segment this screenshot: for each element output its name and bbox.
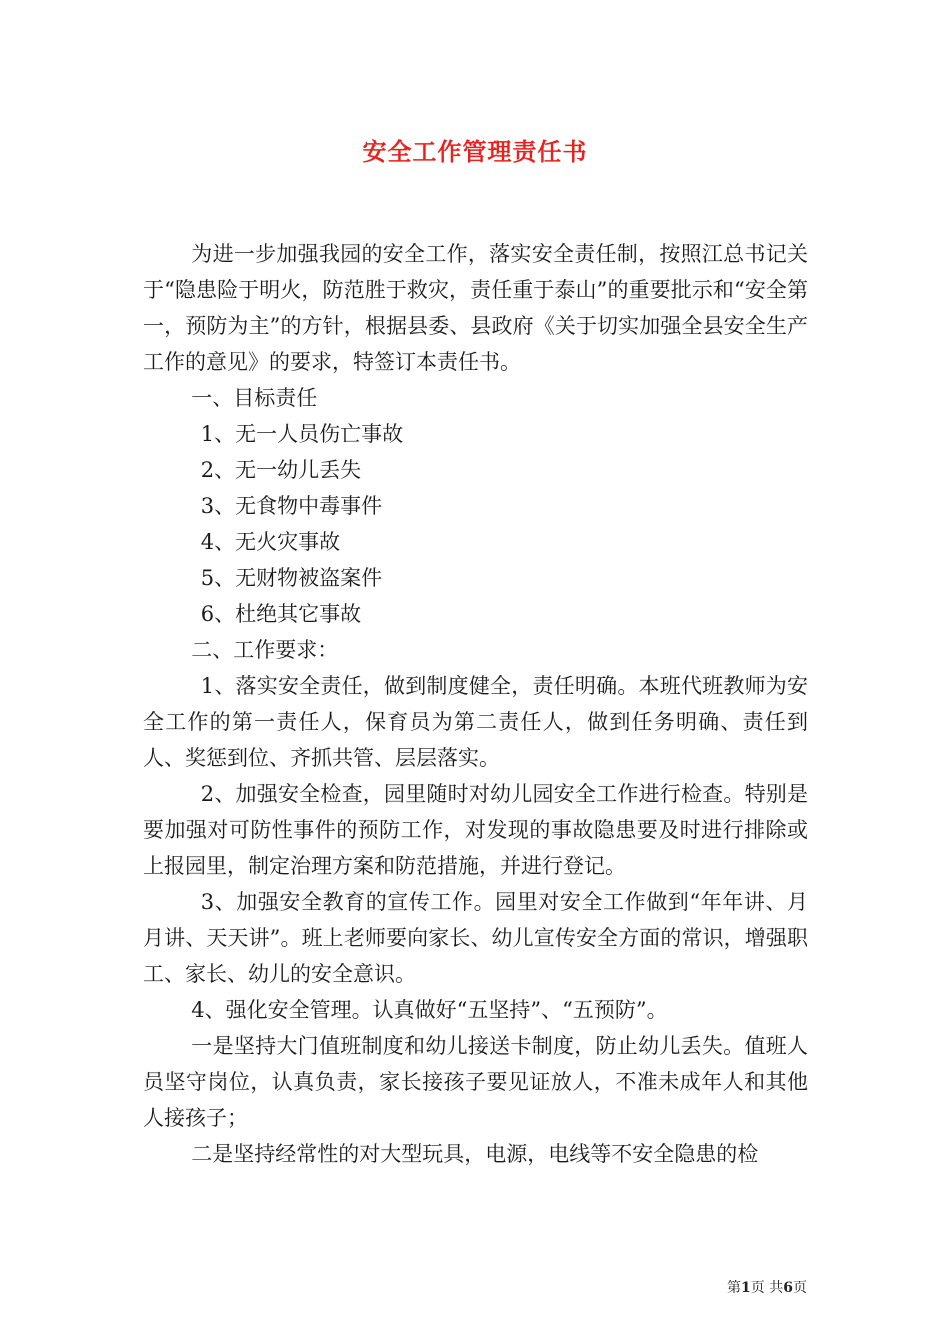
footer-middle: 页 共 [750,1280,784,1296]
section-heading-goals: 一、目标责任 [191,386,318,410]
document-body [143,236,808,1172]
document-title: 安全工作管理责任书 [362,137,588,166]
goal-item: 6、杜绝其它事故 [200,602,362,626]
requirement-paragraph: 二是坚持经常性的对大型玩具，电源，电线等不安全隐患的检 [191,1142,759,1166]
footer-suffix: 页 [793,1280,807,1296]
requirement-paragraph: 1、落实安全责任，做到制度健全，责任明确。本班代班教师为安全工作的第一责任人，保育员为第二责任人，做到任务明确、责任到人、奖惩到位、齐抓共管、层层落实。 [143,674,808,770]
requirement-paragraph: 4、强化安全管理。认真做好“五坚持”、“五预防”。 [191,998,668,1022]
goal-item: 4、无火灾事故 [200,530,341,554]
footer-total-pages: 6 [783,1280,793,1296]
section-heading-requirements: 二、工作要求： [191,638,339,662]
goal-item: 3、无食物中毒事件 [200,494,383,518]
footer-prefix: 第 [727,1280,742,1296]
goal-item: 5、无财物被盗案件 [200,566,383,590]
requirement-paragraph: 3、加强安全教育的宣传工作。园里对安全工作做到“年年讲、月月讲、天天讲”。班上老师要向家长、幼儿宣传安全方面的常识，增强职工、家长、幼儿的安全意识。 [143,890,808,986]
requirement-paragraph: 2、加强安全检查，园里随时对幼儿园安全工作进行检查。特别是要加强对可防性事件的预防工作，对发现的事故隐患要及时进行排除或上报园里，制定治理方案和防范措施，并进行登记。 [143,782,808,878]
footer-current-page: 1 [741,1280,751,1296]
requirement-paragraph: 一是坚持大门值班制度和幼儿接送卡制度，防止幼儿丢失。值班人员坚守岗位，认真负责，家长接孩子要见证放人，不准未成年人和其他人接孩子； [143,1034,808,1130]
goal-item: 2、无一幼儿丢失 [200,458,362,482]
paragraph-intro: 为进一步加强我园的安全工作，落实安全责任制，按照江总书记关于“隐患险于明火，防范胜于救灾，责任重于泰山”的重要批示和“安全第一，预防为主”的方针，根据县委、县政府《关于切实加强全县安全生产工作的意见》的要求，特签订本责任书。 [143,242,808,374]
page-footer [727,1277,807,1297]
goal-item: 1、无一人员伤亡事故 [200,422,404,446]
